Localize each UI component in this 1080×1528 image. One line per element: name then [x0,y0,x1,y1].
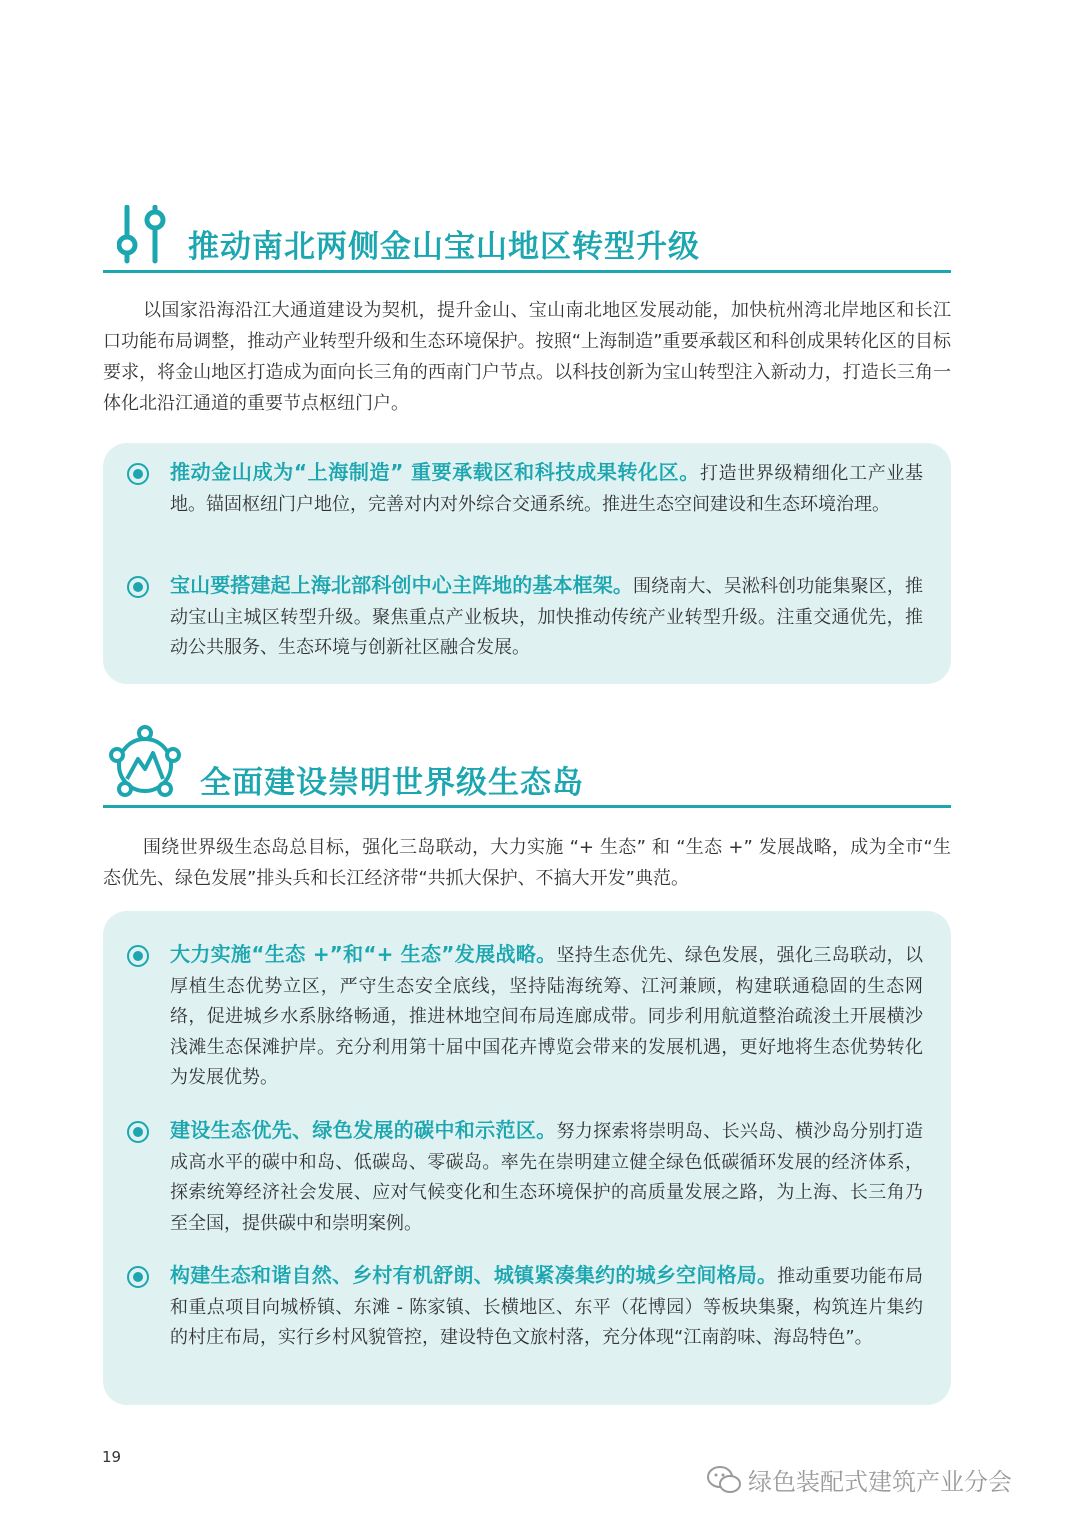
bullet-icon [127,463,149,485]
bullet-icon [127,1266,149,1288]
item-text [170,1260,923,1354]
section-intro: 围绕世界级生态岛总目标，强化三岛联动，大力实施 “+ 生态” 和 “生态 +” 发展战略，成为全市“生态优先、绿色发展”排头兵和长江经济带“共抓大保护、不搞大开发”典范。 [103,837,951,889]
section-divider [103,805,951,808]
page-number: 19 [102,1448,122,1466]
item-body: 推动重要功能布局和重点项目向城桥镇、东滩 - 陈家镇、长横地区、东平（花博园）等板块集聚，构筑连片集约的村庄布局，实行乡村风貌管控，建设特色文旅村落，充分体现“江南韵味、海岛特色”。 [170,1266,923,1348]
section-title: 全面建设崇明世界级生态岛 [200,765,584,801]
bullet-icon [127,1121,149,1143]
item-text [170,1115,923,1239]
watermark [706,1462,1012,1497]
mountain-network-icon [105,725,185,803]
bullet-icon [127,576,149,598]
section-divider [103,270,951,273]
item-lead: 大力实施“生态 +”和“+ 生态”发展战略。 [170,942,557,966]
slider-controls-icon [117,205,173,265]
section-intro: 以国家沿海沿江大通道建设为契机，提升金山、宝山南北地区发展动能，加快杭州湾北岸地区和长江口功能布局调整，推动产业转型升级和生态环境保护。按照“上海制造”重要承载区和科创成果转化区的目标要求，将金山地区打造成为面向长三角的西南门户节点。以科技创新为宝山转型注入新动力，打造长三角一体化北沿江通道的重要节点枢纽门户。 [103,300,951,414]
bullet-icon [127,945,149,967]
section-title: 推动南北两侧金山宝山地区转型升级 [188,229,700,265]
watermark-text: 绿色装配式建筑产业分会 [748,1468,1012,1496]
item-text [170,457,923,520]
section-header [103,205,951,275]
wechat-icon [706,1465,742,1495]
section-header [103,725,951,809]
item-body: 围绕南大、吴淞科创功能集聚区，推动宝山主城区转型升级。聚焦重点产业板块，加快推动传统产业转型升级。注重交通优先，推动公共服务、生态环境与创新社区融合发展。 [170,576,924,658]
item-lead: 建设生态优先、绿色发展的碳中和示范区。 [170,1118,557,1142]
highlight-box [103,911,951,1405]
item-body: 坚持生态优先、绿色发展，强化三岛联动，以厚植生态优势立区，严守生态安全底线，坚持陆海统筹、江河兼顾，构建联通稳固的生态网络，促进城乡水系脉络畅通，推进林地空间布局连廊成带。同步利用航道整治疏浚土开展横沙浅滩生态保滩护岸。充分利用第十届中国花卉博览会带来的发展机遇，更好地将生态优势转化为发展优势。 [170,945,923,1088]
item-text [170,939,923,1094]
item-body: 打造世界级精细化工产业基地。锚固枢纽门户地位，完善对内对外综合交通系统。推进生态空间建设和生态环境治理。 [170,463,923,515]
item-text [170,570,923,664]
item-lead: 构建生态和谐自然、乡村有机舒朗、城镇紧凑集约的城乡空间格局。 [170,1263,778,1287]
item-lead: 推动金山成为“上海制造” 重要承载区和科技成果转化区。 [170,460,700,484]
item-lead: 宝山要搭建起上海北部科创中心主阵地的基本框架。 [170,573,634,597]
item-body: 努力探索将崇明岛、长兴岛、横沙岛分别打造成高水平的碳中和岛、低碳岛、零碳岛。率先在崇明建立健全绿色低碳循环发展的经济体系， 探索统筹经济社会发展、应对气候变化和生态环境保护的高质量发展之路，为上海、长三角乃至全国，提供碳中和崇明案例。 [170,1121,923,1234]
highlight-box [103,443,951,684]
